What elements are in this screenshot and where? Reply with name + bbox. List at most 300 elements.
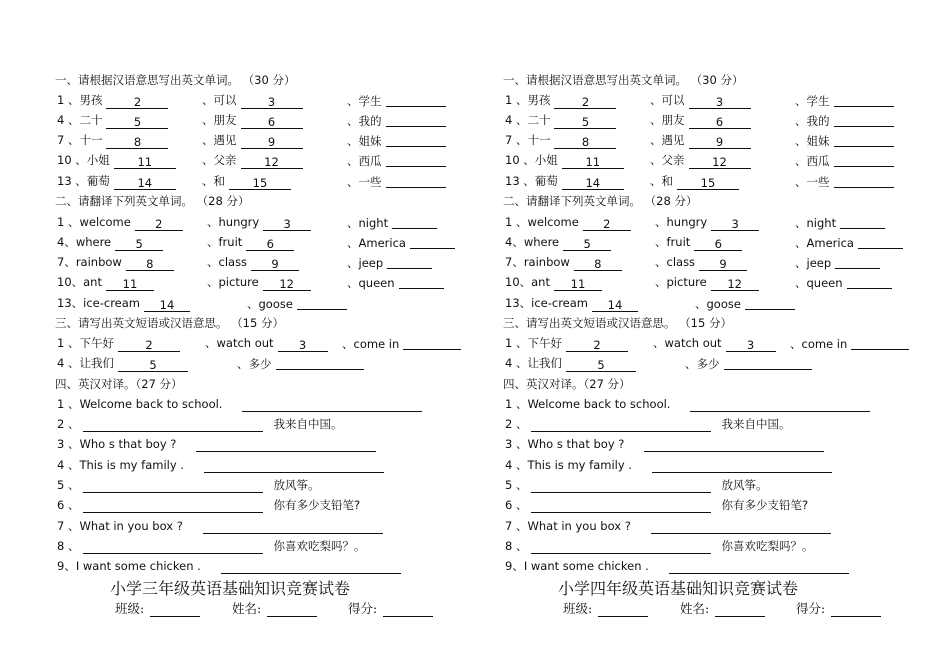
question-row (505, 254, 905, 271)
question-item (505, 355, 636, 371)
translation-item (505, 416, 790, 430)
answer-blank[interactable] (834, 154, 894, 167)
item-number: 7 、 (57, 519, 80, 533)
question-item (650, 112, 751, 128)
item-number: 4 、 (505, 458, 528, 472)
question-label: 、我的 (347, 114, 382, 128)
question-item (655, 254, 747, 270)
question-item (342, 335, 461, 352)
answer-blank[interactable]: 9 (241, 136, 303, 149)
item-text: This is my family . (79, 458, 184, 472)
question-label: 、朋友 (202, 113, 237, 127)
name-field[interactable] (267, 615, 317, 617)
question-item (207, 274, 311, 290)
question-label: 10 、小姐 (57, 153, 110, 167)
question-row (505, 132, 905, 149)
question-item (57, 254, 174, 270)
question-item (205, 335, 328, 351)
translation-item (57, 457, 384, 471)
answer-line[interactable] (651, 532, 831, 534)
translation-item (57, 416, 342, 430)
question-label: 、come in (790, 337, 848, 351)
question-label: 13 、葡萄 (57, 174, 110, 188)
question-label: 、jeep (347, 256, 384, 270)
answer-blank[interactable] (745, 297, 795, 310)
translation-item (57, 538, 365, 552)
section-heading: 三、请写出英文短语或汉语意思。 （15 分） (503, 316, 732, 330)
name-label-group (232, 599, 317, 617)
answer-line[interactable] (644, 450, 824, 452)
section-heading: 二、请翻译下列英文单词。 （28 分） (503, 194, 698, 208)
answer-line[interactable] (531, 491, 711, 493)
answer-blank[interactable] (276, 357, 364, 370)
question-row (57, 152, 457, 169)
question-item (237, 355, 364, 372)
question-label: 、fruit (655, 235, 691, 249)
item-number: 8 、 (57, 539, 80, 553)
answer-blank[interactable]: 2 (554, 96, 616, 109)
answer-blank[interactable]: 3 (689, 96, 751, 109)
answer-blank[interactable]: 5 (566, 359, 636, 372)
answer-blank[interactable]: 8 (106, 136, 168, 149)
question-item (347, 254, 432, 271)
answer-blank[interactable]: 6 (694, 238, 742, 251)
question-label: 、姐妹 (795, 134, 830, 148)
question-label: 、watch out (205, 336, 274, 350)
translation-item (505, 396, 870, 410)
answer-blank[interactable] (297, 297, 347, 310)
question-item (207, 234, 294, 250)
question-row (505, 295, 905, 312)
question-item (650, 152, 751, 168)
question-label: 4 、二十 (505, 113, 551, 127)
item-number: 6 、 (57, 498, 80, 512)
question-item (202, 173, 291, 189)
item-number: 2 、 (57, 417, 80, 431)
question-label: 、fruit (207, 235, 243, 249)
answer-blank[interactable]: 3 (278, 339, 328, 352)
question-label: 、picture (207, 275, 259, 289)
answer-blank[interactable] (392, 216, 437, 229)
item-number: 5 、 (57, 478, 80, 492)
answer-blank[interactable]: 9 (689, 136, 751, 149)
question-label: 、遇见 (650, 133, 685, 147)
item-number: 3 、 (57, 437, 80, 451)
question-item (207, 254, 299, 270)
question-label: 1 、welcome (505, 215, 579, 229)
answer-blank[interactable]: 5 (563, 238, 611, 251)
class-label-group (563, 599, 648, 617)
question-item (650, 92, 751, 108)
item-number: 8 、 (505, 539, 528, 553)
answer-blank[interactable]: 3 (241, 96, 303, 109)
question-item (202, 112, 303, 128)
item-text: Welcome back to school. (79, 397, 223, 411)
question-label: 、可以 (650, 93, 685, 107)
translation-item (57, 396, 422, 410)
answer-blank[interactable]: 14 (114, 177, 176, 190)
question-item (790, 335, 909, 352)
question-item (57, 92, 168, 108)
question-item (505, 132, 616, 148)
question-label: 13、ice-cream (505, 296, 588, 310)
section-heading: 四、英汉对译。（27 分） (55, 377, 183, 391)
answer-blank[interactable]: 5 (115, 238, 163, 251)
question-label: 、一些 (347, 175, 382, 189)
question-item (57, 274, 154, 290)
exam-sheet-grade4 (448, 0, 908, 671)
translation-item (57, 518, 383, 532)
question-item (795, 132, 894, 149)
question-label: 、picture (655, 275, 707, 289)
question-label: 1 、男孩 (57, 93, 103, 107)
item-text: 我来自中国。 (721, 417, 791, 431)
question-item (57, 355, 188, 371)
translation-item (505, 436, 824, 450)
answer-blank[interactable]: 9 (699, 258, 747, 271)
question-label: 、父亲 (202, 153, 237, 167)
question-item (347, 152, 446, 169)
answer-blank[interactable]: 2 (106, 96, 168, 109)
question-item (347, 92, 446, 109)
section-heading: 二、请翻译下列英文单词。 （28 分） (55, 194, 250, 208)
item-text: 放风筝。 (721, 478, 768, 492)
answer-line[interactable] (83, 430, 263, 432)
answer-blank[interactable]: 9 (251, 258, 299, 271)
score-label-group (796, 599, 881, 617)
class-field[interactable] (150, 615, 200, 617)
answer-blank[interactable] (851, 337, 909, 350)
section-heading: 一、请根据汉语意思写出英文单词。 （30 分） (503, 73, 744, 87)
item-number: 6 、 (505, 498, 528, 512)
item-text: 我来自中国。 (273, 417, 343, 431)
question-item (505, 335, 628, 351)
answer-blank[interactable] (386, 94, 446, 107)
item-number: 1 、 (505, 397, 528, 411)
answer-blank[interactable]: 6 (246, 238, 294, 251)
question-item (795, 92, 894, 109)
question-label: 、可以 (202, 93, 237, 107)
question-label: 、goose (695, 297, 741, 311)
item-number: 9、 (57, 559, 76, 573)
question-label: 7、rainbow (505, 255, 570, 269)
question-item (57, 112, 168, 128)
question-item (505, 92, 616, 108)
question-row (505, 173, 905, 190)
item-text: 放风筝。 (273, 478, 320, 492)
question-label: 、class (207, 255, 248, 269)
class-field[interactable] (598, 615, 648, 617)
answer-blank[interactable]: 14 (562, 177, 624, 190)
question-item (650, 132, 751, 148)
question-label: 、night (795, 216, 837, 230)
score-label: 得分: (348, 601, 378, 616)
answer-line[interactable] (652, 471, 832, 473)
answer-blank[interactable]: 5 (554, 116, 616, 129)
question-row (57, 132, 457, 149)
translation-item (57, 497, 360, 511)
question-item (347, 274, 444, 291)
class-label: 班级: (563, 601, 593, 616)
question-label: 10 、小姐 (505, 153, 558, 167)
item-text: This is my family . (527, 458, 632, 472)
score-label-group (348, 599, 433, 617)
answer-blank[interactable]: 14 (144, 299, 190, 312)
question-label: 10、ant (57, 275, 102, 289)
answer-blank[interactable]: 11 (106, 278, 154, 291)
item-text: Who s that boy ? (527, 437, 625, 451)
answer-blank[interactable] (386, 134, 446, 147)
answer-blank[interactable]: 8 (554, 136, 616, 149)
answer-blank[interactable] (835, 256, 880, 269)
question-row (57, 274, 457, 291)
question-label: 、学生 (795, 94, 830, 108)
question-label: 、America (347, 236, 406, 250)
score-field[interactable] (383, 615, 433, 617)
question-label: 4 、让我们 (505, 356, 562, 370)
question-item (695, 295, 795, 312)
question-row (505, 335, 905, 352)
question-item (505, 152, 624, 168)
name-label-group (680, 599, 765, 617)
exam-title: 小学四年级英语基础知识竞赛试卷 (557, 579, 798, 598)
answer-blank[interactable] (858, 236, 903, 249)
question-row (505, 92, 905, 109)
answer-blank[interactable] (834, 134, 894, 147)
answer-line[interactable] (690, 410, 870, 412)
question-row (505, 234, 905, 251)
question-row (505, 112, 905, 129)
answer-blank[interactable]: 14 (592, 299, 638, 312)
question-label: 、hungry (655, 215, 708, 229)
answer-line[interactable] (196, 450, 376, 452)
answer-line[interactable] (83, 491, 263, 493)
item-text: Welcome back to school. (527, 397, 671, 411)
answer-blank[interactable]: 15 (677, 177, 739, 190)
name-label: 姓名: (680, 601, 710, 616)
name-field[interactable] (715, 615, 765, 617)
answer-blank[interactable]: 6 (689, 116, 751, 129)
item-number: 1 、 (57, 397, 80, 411)
question-label: 、一些 (795, 175, 830, 189)
question-item (347, 112, 446, 129)
answer-line[interactable] (221, 572, 401, 574)
score-label: 得分: (796, 601, 826, 616)
answer-blank[interactable] (399, 276, 444, 289)
item-text: I want some chicken . (523, 559, 649, 573)
answer-blank[interactable] (387, 256, 432, 269)
answer-blank[interactable]: 11 (114, 156, 176, 169)
answer-blank[interactable]: 12 (241, 156, 303, 169)
item-text: 你喜欢吃梨吗？。 (273, 539, 366, 553)
answer-line[interactable] (83, 552, 263, 554)
answer-blank[interactable]: 6 (241, 116, 303, 129)
question-label: 、和 (202, 174, 225, 188)
question-label: 、jeep (795, 256, 832, 270)
answer-blank[interactable] (840, 216, 885, 229)
answer-line[interactable] (531, 511, 711, 513)
question-item (207, 214, 311, 230)
question-row (57, 173, 457, 190)
question-label: 7 、十一 (57, 133, 103, 147)
question-label: 、西瓜 (795, 154, 830, 168)
answer-line[interactable] (531, 552, 711, 554)
translation-item (505, 558, 849, 572)
question-item (347, 234, 455, 251)
answer-blank[interactable]: 2 (135, 218, 183, 231)
answer-blank[interactable] (834, 94, 894, 107)
answer-blank[interactable]: 2 (583, 218, 631, 231)
question-row (57, 214, 457, 231)
answer-blank[interactable]: 2 (118, 339, 180, 352)
question-item (795, 214, 885, 231)
question-item (653, 335, 776, 351)
question-row (57, 335, 457, 352)
question-label: 、父亲 (650, 153, 685, 167)
question-label: 13 、葡萄 (505, 174, 558, 188)
section-heading: 三、请写出英文短语或汉语意思。 （15 分） (55, 316, 284, 330)
question-item (655, 234, 742, 250)
answer-blank[interactable]: 5 (106, 116, 168, 129)
question-label: 、多少 (685, 357, 720, 371)
translation-item (505, 497, 808, 511)
question-item (505, 254, 622, 270)
question-label: 1 、男孩 (505, 93, 551, 107)
question-label: 13、ice-cream (57, 296, 140, 310)
question-label: 、姐妹 (347, 134, 382, 148)
class-label-group (115, 599, 200, 617)
answer-blank[interactable]: 3 (711, 218, 759, 231)
question-item (57, 295, 190, 311)
answer-line[interactable] (204, 471, 384, 473)
answer-blank[interactable]: 11 (554, 278, 602, 291)
item-text: 你有多少支铅笔? (273, 498, 361, 512)
answer-blank[interactable] (834, 175, 894, 188)
question-item (655, 274, 759, 290)
translation-item (505, 457, 832, 471)
question-label: 4、where (505, 235, 560, 249)
item-number: 5 、 (505, 478, 528, 492)
question-item (685, 355, 812, 372)
answer-blank[interactable] (847, 276, 892, 289)
answer-blank[interactable]: 12 (689, 156, 751, 169)
question-label: 、多少 (237, 357, 272, 371)
item-text: 你喜欢吃梨吗？。 (721, 539, 814, 553)
question-row (57, 355, 457, 372)
answer-blank[interactable]: 11 (562, 156, 624, 169)
question-label: 、我的 (795, 114, 830, 128)
name-label: 姓名: (232, 601, 262, 616)
answer-blank[interactable]: 2 (566, 339, 628, 352)
question-label: 7 、十一 (505, 133, 551, 147)
question-item (795, 234, 903, 251)
question-row (57, 254, 457, 271)
question-label: 、西瓜 (347, 154, 382, 168)
question-label: 、night (347, 216, 389, 230)
class-label: 班级: (115, 601, 145, 616)
answer-blank[interactable]: 12 (711, 278, 759, 291)
answer-blank[interactable]: 5 (118, 359, 188, 372)
translation-item (57, 436, 376, 450)
exam-sheet-grade3 (0, 0, 460, 671)
question-item (347, 132, 446, 149)
answer-blank[interactable]: 12 (263, 278, 311, 291)
answer-blank[interactable] (724, 357, 812, 370)
section-heading: 一、请根据汉语意思写出英文单词。 （30 分） (55, 73, 296, 87)
question-label: 、goose (247, 297, 293, 311)
item-number: 7 、 (505, 519, 528, 533)
question-item (505, 274, 602, 290)
question-label: 、America (795, 236, 854, 250)
translation-item (57, 558, 401, 572)
question-item (505, 112, 616, 128)
question-item (57, 173, 176, 189)
question-row (505, 214, 905, 231)
question-label: 、和 (650, 174, 673, 188)
question-item (795, 152, 894, 169)
answer-line[interactable] (242, 410, 422, 412)
question-item (655, 214, 759, 230)
score-field[interactable] (831, 615, 881, 617)
question-label: 、朋友 (650, 113, 685, 127)
question-item (347, 173, 446, 190)
answer-line[interactable] (83, 511, 263, 513)
item-text: What in you box ? (527, 519, 631, 533)
question-item (505, 295, 638, 311)
question-item (795, 112, 894, 129)
item-number: 3 、 (505, 437, 528, 451)
question-item (202, 92, 303, 108)
question-item (795, 274, 892, 291)
answer-line[interactable] (203, 532, 383, 534)
answer-line[interactable] (669, 572, 849, 574)
answer-blank[interactable] (386, 154, 446, 167)
question-label: 、queen (347, 276, 395, 290)
question-item (57, 152, 176, 168)
item-number: 9、 (505, 559, 524, 573)
answer-blank[interactable] (386, 114, 446, 127)
question-row (57, 92, 457, 109)
answer-line[interactable] (531, 430, 711, 432)
question-item (57, 214, 183, 230)
answer-blank[interactable] (834, 114, 894, 127)
translation-item (505, 518, 831, 532)
question-item (795, 254, 880, 271)
answer-blank[interactable]: 8 (126, 258, 174, 271)
question-row (505, 355, 905, 372)
question-item (57, 335, 180, 351)
question-label: 、class (655, 255, 696, 269)
question-label: 、watch out (653, 336, 722, 350)
answer-blank[interactable]: 8 (574, 258, 622, 271)
translation-item (505, 477, 767, 491)
answer-blank[interactable]: 3 (263, 218, 311, 231)
question-label: 、queen (795, 276, 843, 290)
question-item (650, 173, 739, 189)
question-item (795, 173, 894, 190)
answer-blank[interactable]: 3 (726, 339, 776, 352)
item-text: Who s that boy ? (79, 437, 177, 451)
question-label: 4 、让我们 (57, 356, 114, 370)
answer-blank[interactable]: 15 (229, 177, 291, 190)
question-label: 、come in (342, 337, 400, 351)
question-label: 1 、welcome (57, 215, 131, 229)
question-item (505, 214, 631, 230)
question-label: 10、ant (505, 275, 550, 289)
question-row (505, 274, 905, 291)
answer-blank[interactable] (386, 175, 446, 188)
question-label: 4 、二十 (57, 113, 103, 127)
